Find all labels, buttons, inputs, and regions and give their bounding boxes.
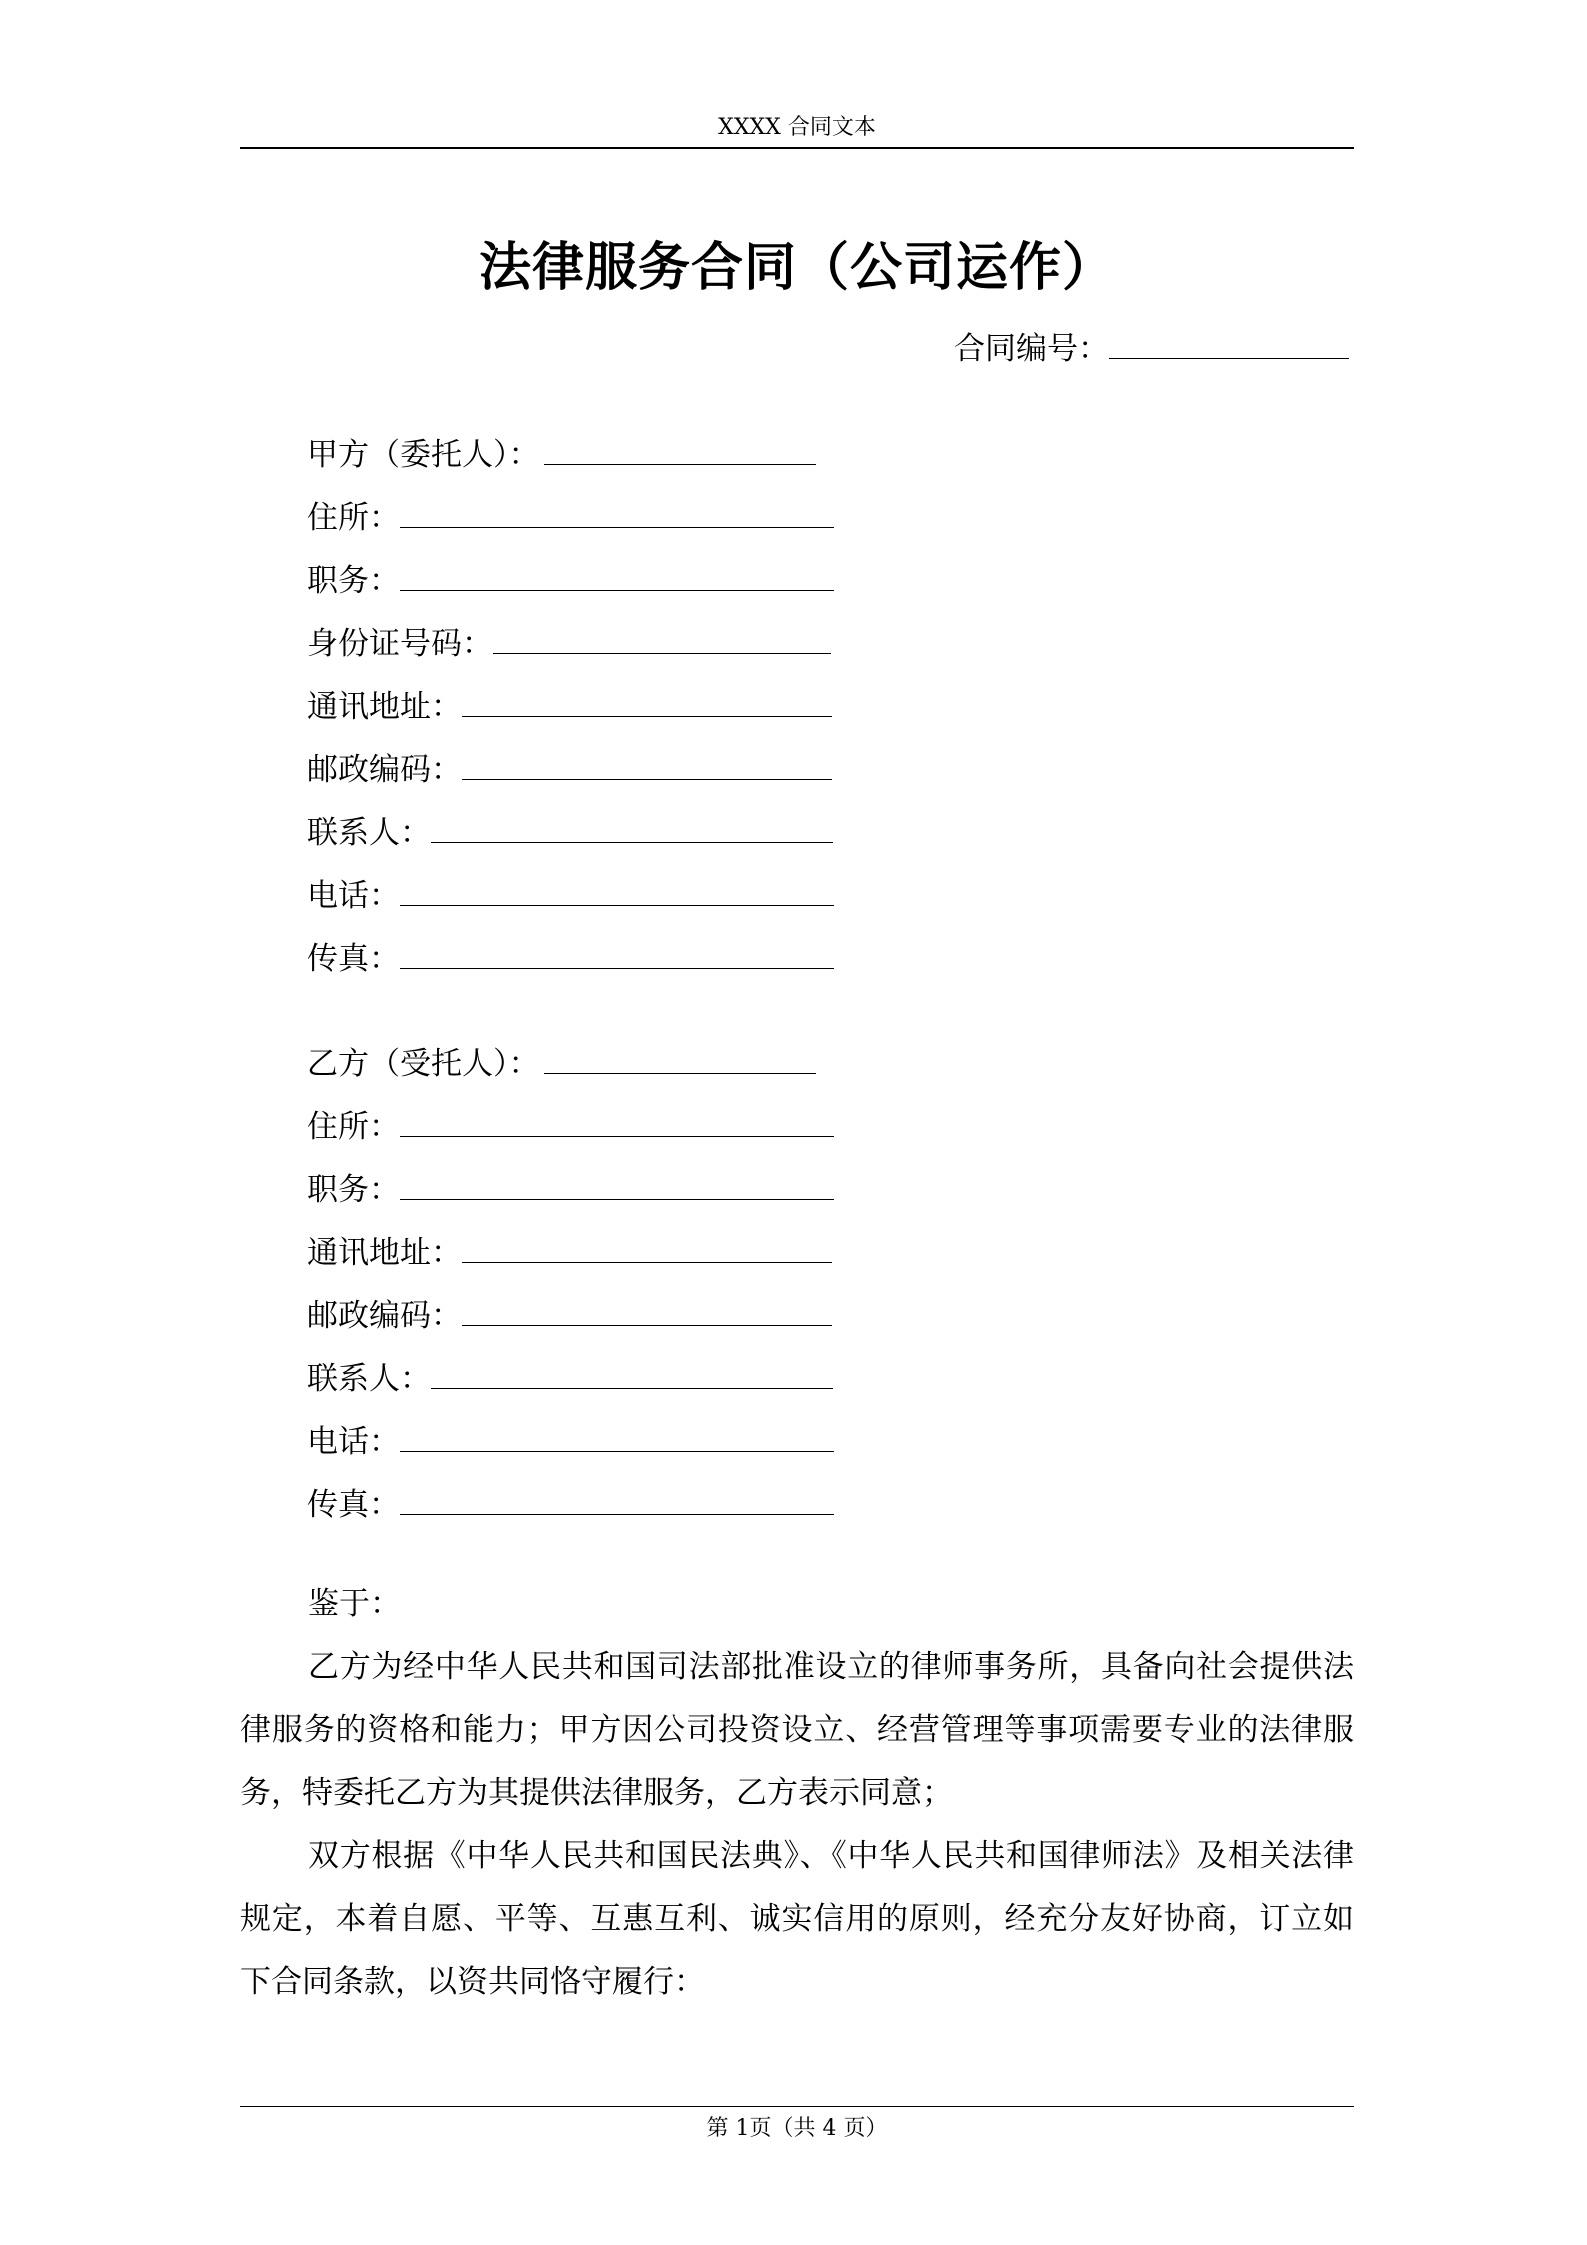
field-label: 邮政编码：: [307, 752, 462, 788]
field-label: 联系人：: [307, 1361, 431, 1397]
party-b-address-row: [307, 1106, 834, 1169]
recitals-paragraph-2: 双方根据《中华人民共和国民法典》、《中华人民共和国律师法》及相关法律规定，本着自愿、平等、互惠互利、诚实信用的原则，经充分友好协商，订立如下合同条款，以资共同恪守履行：: [240, 1838, 1354, 2000]
page-header: XXXX 合同文本: [718, 115, 876, 140]
party-b-mailing-address-row: [307, 1232, 834, 1295]
party-b-name-blank[interactable]: [544, 1043, 816, 1074]
party-a-name-blank[interactable]: [544, 434, 816, 465]
party-a-postal-code-blank[interactable]: [462, 749, 832, 780]
party-a-mailing-address-blank[interactable]: [462, 686, 832, 717]
contract-number-blank[interactable]: [1109, 328, 1349, 359]
party-a-id-number-row: [307, 623, 834, 686]
party-b-block: [307, 1043, 834, 1547]
party-b-heading-row: [307, 1043, 834, 1106]
field-label: 联系人：: [307, 815, 431, 851]
party-b-mailing-address-blank[interactable]: [462, 1232, 832, 1263]
party-b-postal-code-row: [307, 1295, 834, 1358]
field-label: 住所：: [307, 500, 400, 536]
field-label: 传真：: [307, 941, 400, 977]
field-label: 传真：: [307, 1487, 400, 1523]
page-footer: 第 1页（共 4 页）: [706, 2116, 888, 2141]
header-divider: [240, 147, 1354, 149]
party-a-postal-code-row: [307, 749, 834, 812]
party-a-fax-row: [307, 938, 834, 1001]
party-b-contact-row: [307, 1358, 834, 1421]
party-b-phone-row: [307, 1421, 834, 1484]
party-a-id-number-blank[interactable]: [493, 623, 831, 654]
party-b-heading: 乙方（受托人）：: [307, 1046, 540, 1082]
recitals-intro: 鉴于：: [308, 1586, 401, 1622]
party-a-heading: 甲方（委托人）：: [307, 437, 540, 473]
field-label: 身份证号码：: [307, 626, 493, 662]
field-label: 电话：: [307, 878, 400, 914]
footer-divider: [240, 2106, 1354, 2107]
party-a-heading-row: [307, 434, 834, 497]
party-a-fax-blank[interactable]: [400, 938, 834, 969]
party-b-postal-code-blank[interactable]: [462, 1295, 832, 1326]
party-a-address-blank[interactable]: [400, 497, 834, 528]
party-a-position-blank[interactable]: [400, 560, 834, 591]
recitals-section: [240, 1573, 1354, 2014]
field-label: 通讯地址：: [307, 689, 462, 725]
party-a-address-row: [307, 497, 834, 560]
party-a-position-row: [307, 560, 834, 623]
party-b-address-blank[interactable]: [400, 1106, 834, 1137]
party-a-mailing-address-row: [307, 686, 834, 749]
field-label: 通讯地址：: [307, 1235, 462, 1271]
field-label: 职务：: [307, 563, 400, 599]
party-b-fax-blank[interactable]: [400, 1484, 834, 1515]
contract-number-row: [954, 328, 1349, 369]
contract-number-label: 合同编号：: [954, 331, 1109, 367]
party-b-position-blank[interactable]: [400, 1169, 834, 1200]
party-b-phone-blank[interactable]: [400, 1421, 834, 1452]
document-title: 法律服务合同（公司运作）: [478, 237, 1115, 298]
field-label: 职务：: [307, 1172, 400, 1208]
party-a-phone-blank[interactable]: [400, 875, 834, 906]
recitals-paragraph-1: 乙方为经中华人民共和国司法部批准设立的律师事务所，具备向社会提供法律服务的资格和能力；甲方因公司投资设立、经营管理等事项需要专业的法律服务，特委托乙方为其提供法律服务，乙方表示同意；: [240, 1649, 1354, 1811]
party-a-phone-row: [307, 875, 834, 938]
field-label: 住所：: [307, 1109, 400, 1145]
party-b-position-row: [307, 1169, 834, 1232]
party-b-contact-blank[interactable]: [431, 1358, 833, 1389]
party-a-contact-blank[interactable]: [431, 812, 833, 843]
party-a-block: [307, 434, 834, 1001]
field-label: 邮政编码：: [307, 1298, 462, 1334]
party-a-contact-row: [307, 812, 834, 875]
party-b-fax-row: [307, 1484, 834, 1547]
field-label: 电话：: [307, 1424, 400, 1460]
